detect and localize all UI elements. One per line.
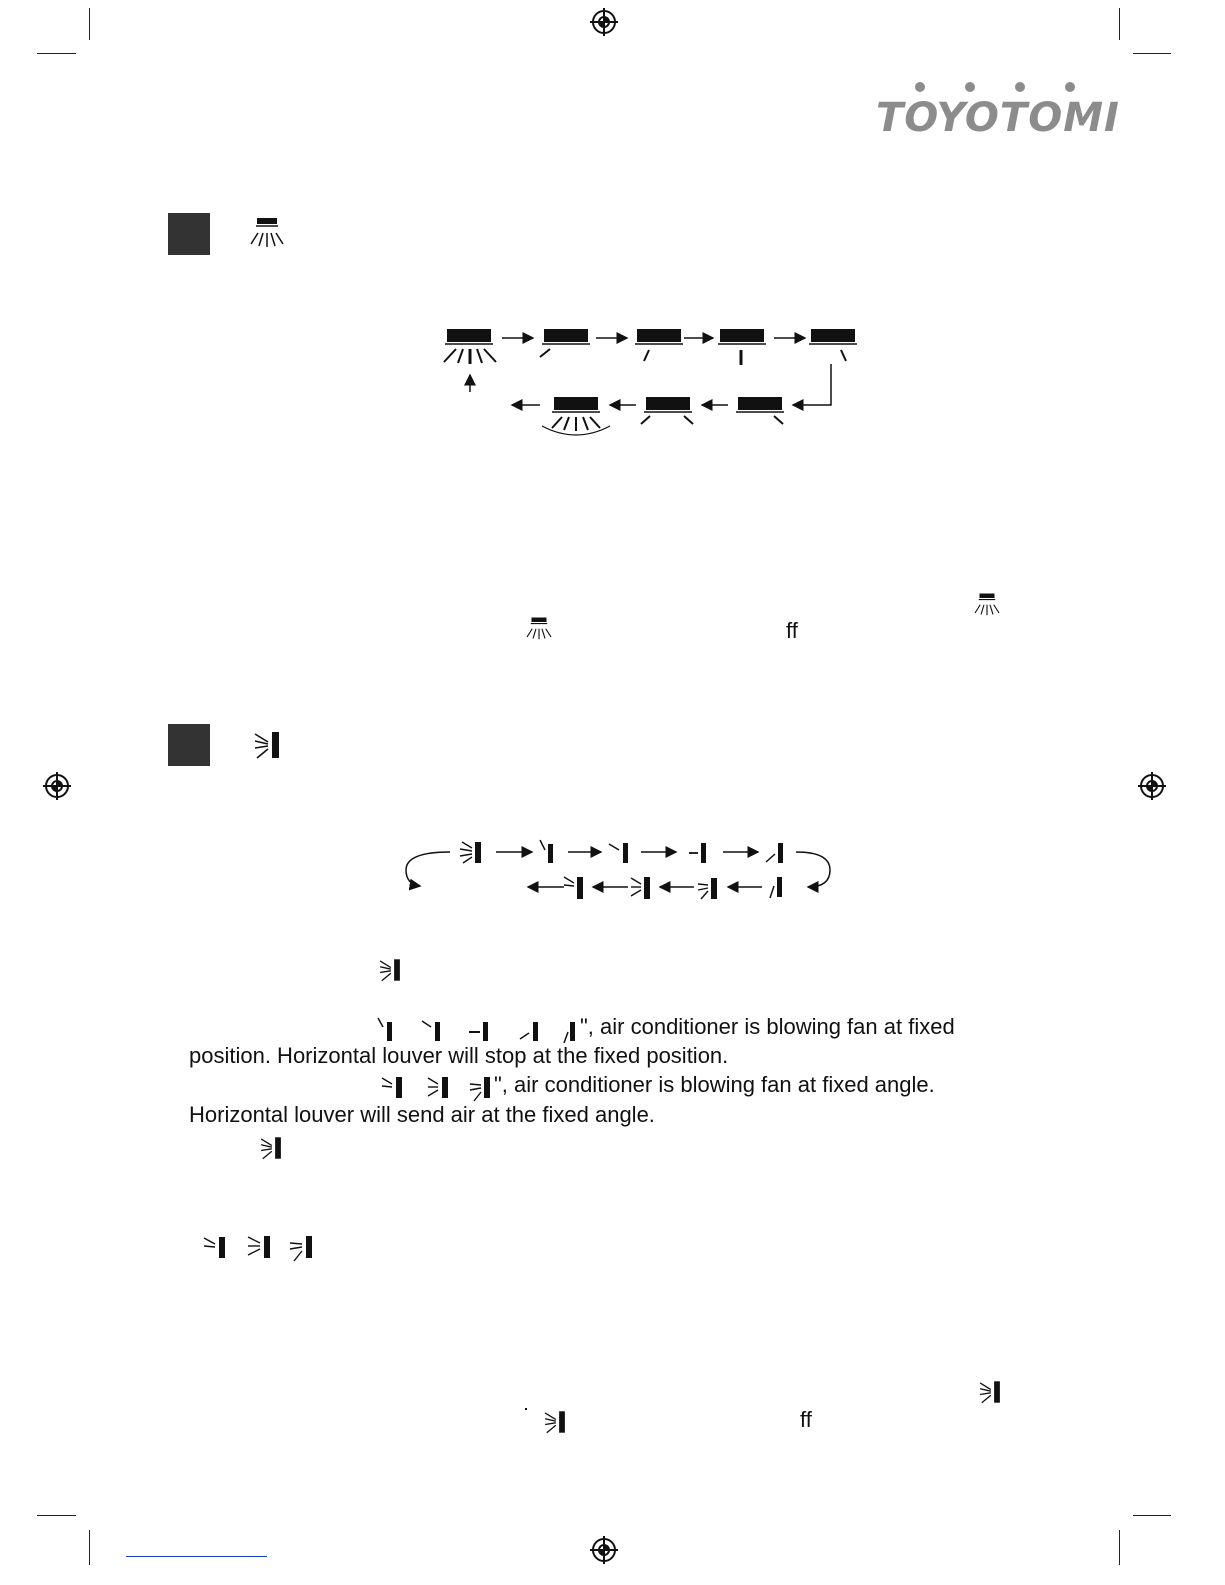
ligature-fragment: ff xyxy=(800,1407,812,1432)
horizontal-swing-icon xyxy=(377,956,403,984)
horizontal-louver-swing xyxy=(460,842,481,863)
stray-dot xyxy=(525,1408,527,1410)
horizontal-louver-pos-1 xyxy=(540,840,553,863)
horizontal-louver-pos-5 xyxy=(770,877,782,898)
registration-mark-icon xyxy=(1138,772,1166,800)
crop-mark xyxy=(37,53,76,54)
horizontal-louver-angle-2 xyxy=(631,877,650,899)
footer-link-underline xyxy=(126,1556,267,1557)
horizontal-louver-pos-4 xyxy=(766,843,783,863)
fixed-position-text-line1: ", air conditioner is blowing fan at fixed xyxy=(580,1014,955,1039)
crop-mark xyxy=(89,8,90,40)
louver-state-5 xyxy=(736,397,784,424)
registration-mark-icon xyxy=(590,1536,618,1564)
fixed-angle-icons xyxy=(198,1231,320,1263)
fixed-angle-icons xyxy=(378,1071,498,1103)
section-marker-block xyxy=(168,724,210,766)
crop-mark xyxy=(89,1530,90,1565)
louver-state-swing-bottom xyxy=(542,397,610,435)
louver-state-3 xyxy=(718,329,766,365)
horizontal-louver-angle-3 xyxy=(564,877,583,899)
crop-mark xyxy=(1119,8,1120,40)
fixed-position-icons xyxy=(374,1014,584,1044)
vertical-swing-icon xyxy=(524,616,554,640)
louver-state-2 xyxy=(635,329,683,361)
vertical-swing-cycle-diagram xyxy=(430,320,870,445)
vertical-swing-icon xyxy=(248,216,286,248)
horizontal-swing-icon xyxy=(252,728,282,762)
fixed-angle-text-line1: ", air conditioner is blowing fan at fixed angle. xyxy=(494,1072,935,1097)
registration-mark-icon xyxy=(590,8,618,36)
logo-dots xyxy=(870,80,1080,94)
horizontal-swing-icon xyxy=(977,1378,1003,1406)
horizontal-swing-cycle-diagram xyxy=(398,832,838,904)
brand-logo: TOYOTOMI xyxy=(876,95,1120,141)
crop-mark xyxy=(1133,1515,1171,1516)
horizontal-swing-icon xyxy=(258,1134,284,1162)
louver-state-6 xyxy=(641,397,693,424)
crop-mark xyxy=(1133,53,1171,54)
louver-state-4 xyxy=(809,329,857,361)
louver-state-swing xyxy=(444,329,496,364)
louver-state-1 xyxy=(540,329,590,357)
crop-mark xyxy=(1119,1530,1120,1565)
vertical-swing-icon xyxy=(972,592,1002,616)
crop-mark xyxy=(37,1515,76,1516)
fixed-position-text-line2: position. Horizontal louver will stop at the fixed position. xyxy=(189,1043,729,1068)
horizontal-louver-pos-3 xyxy=(689,843,706,863)
fixed-angle-text-line2: Horizontal louver will send air at the fixed angle. xyxy=(189,1102,655,1127)
horizontal-louver-pos-2 xyxy=(609,843,628,863)
horizontal-louver-angle-1 xyxy=(698,878,717,899)
registration-mark-icon xyxy=(43,772,71,800)
section-marker-block xyxy=(168,213,210,255)
horizontal-swing-icon xyxy=(542,1408,568,1436)
ligature-fragment: ff xyxy=(786,618,798,643)
